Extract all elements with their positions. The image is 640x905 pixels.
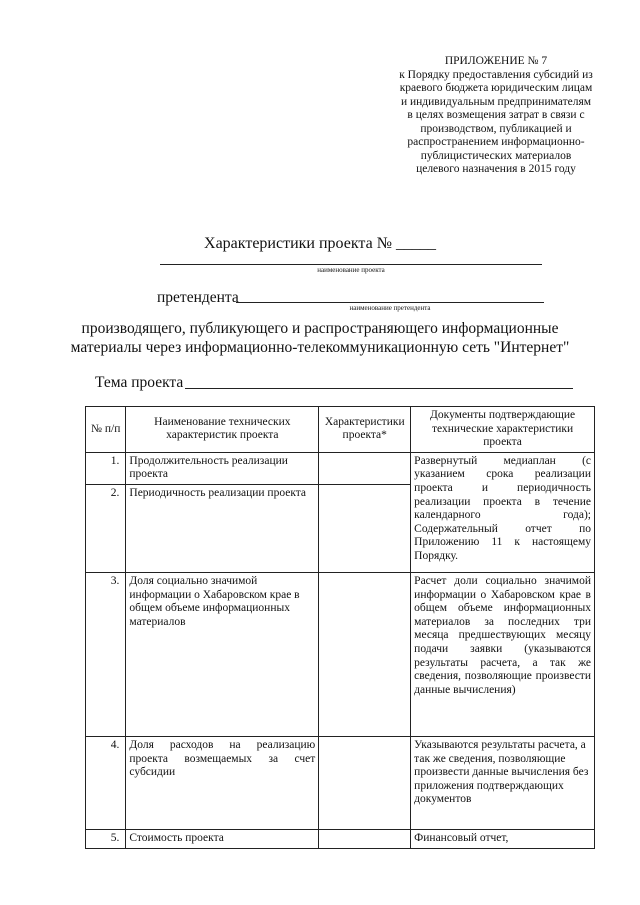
annex-block [380,55,612,177]
row-num: 1. [86,452,126,484]
table-row [86,452,595,484]
row-value [319,484,411,572]
row-value [319,829,411,848]
annex-line: и индивидуальным предпринимателям [400,95,592,108]
row-num: 5. [86,829,126,848]
project-name-caption: наименование проекта [317,266,385,274]
theme-label: Тема проекта [95,374,184,391]
row-docs: Расчет доли социально значимой информации о Хабаровском крае в общем объеме информационных материалов за последних три месяца предшествующих месяцу подачи заявки (указываются результаты расчета, а так же сведения, позволяющие произвести данные вычисления) [411,572,595,736]
contender-line [236,289,544,303]
annex-line: в целях возмещения затрат в связи с [407,109,585,121]
row-num: 2. [86,484,126,572]
row-value [319,452,411,484]
header-docs: Документы подтверждающие технические характеристики проекта [411,407,595,453]
table-row [86,829,595,848]
table-header-row [86,407,595,453]
row-name: Периодичность реализации проекта [126,484,319,572]
annex-line: к Порядку предоставления субсидий из [399,68,593,81]
row-name: Стоимость проекта [126,829,319,848]
annex-title: ПРИЛОЖЕНИЕ № 7 [444,55,548,67]
row-name: Продолжительность реализации проекта [126,452,319,484]
theme-line [185,374,573,389]
row-num: 4. [86,736,126,829]
annex-line: краевого бюджета юридическим лицам [399,82,593,94]
page-title: Характеристики проекта № _____ [204,235,436,252]
contender-caption: наименование претендента [349,304,431,312]
project-name-line [160,252,542,265]
produces-text [0,319,640,357]
header-chars: Характеристики проекта* [319,407,411,453]
row-value [319,572,411,736]
annex-line: производством, публикацией и [420,122,572,135]
row-name: Доля расходов на реализацию проекта возмещаемых за счет субсидии [126,736,319,829]
produces-line: производящего, публикующего и распространяющего информационные [81,320,559,337]
annex-line: распространением информационно- [407,136,585,148]
row-num: 3. [86,572,126,736]
row-docs: Финансовый отчет, [411,829,595,848]
characteristics-table [85,406,595,849]
row-name: Доля социально значимой информации о Хабаровском крае в общем объеме информационных материалов [126,572,319,736]
table-row [86,736,595,829]
table-row [86,572,595,736]
annex-line: публицистических материалов [420,149,572,162]
annex-line: целевого назначения в 2015 году [416,163,576,175]
contender-label: претендента [157,289,239,306]
produces-line: материалы через информационно-телекоммуникационную сеть "Интернет" [70,339,570,356]
row-docs: Развернутый медиаплан (с указанием срока реализации проекта и периодичность реализации проекта в течение календарного года); Содержательный отчет по Приложению 11 к настоящему Порядку. [411,452,595,572]
header-name: Наименование технических характеристик проекта [126,407,319,453]
header-num: № п/п [86,407,126,453]
row-value [319,736,411,829]
row-docs: Указываются результаты расчета, а так же сведения, позволяющие произвести данные вычисления без приложения подтверждающих документов [411,736,595,829]
